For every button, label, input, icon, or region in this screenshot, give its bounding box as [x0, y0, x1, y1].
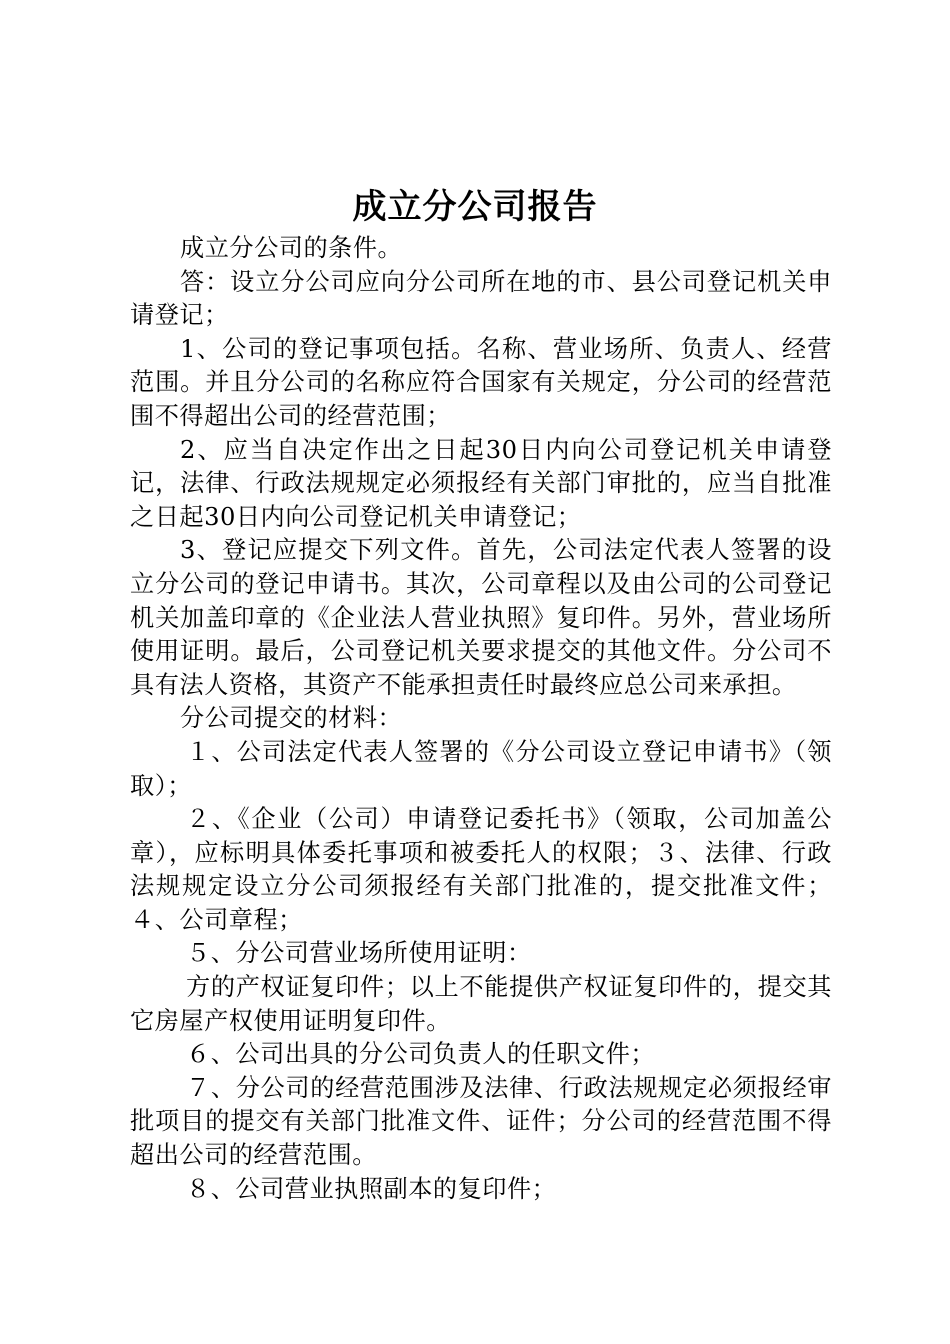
- paragraph-material-2: ２、《企业（公司）申请登记委托书》（领取，公司加盖公章），应标明具体委托事项和被委托人的权限；３、法律、行政法规规定设立分公司须报经有关部门批准的，提交批准文件；４、公司章程；: [130, 805, 832, 934]
- paragraph-materials-heading: 分公司提交的材料：: [180, 704, 403, 733]
- paragraph-item-3: 3、登记应提交下列文件。首先，公司法定代表人签署的设立分公司的登记申请书。其次，公司章程以及由公司的公司登记机关加盖印章的《企业法人营业执照》复印件。另外，营业场所使用证明。最后，公司登记机关要求提交的其他文件。分公司不具有法人资格，其资产不能承担责任时最终应总公司来承担。: [130, 536, 832, 699]
- paragraph-material-7: ７、分公司的经营范围涉及法律、行政法规规定必须报经审批项目的提交有关部门批准文件、证件；分公司的经营范围不得超出公司的经营范围。: [130, 1073, 832, 1170]
- paragraph-item-1: 1、公司的登记事项包括。名称、营业场所、负责人、经营范围。并且分公司的名称应符合国家有关规定，分公司的经营范围不得超出公司的经营范围；: [130, 334, 832, 430]
- paragraph-material-8: ８、公司营业执照副本的复印件；: [186, 1174, 557, 1203]
- paragraph-answer: 答：设立分公司应向分公司所在地的市、县公司登记机关申请登记；: [130, 267, 832, 330]
- paragraph-material-6: ６、公司出具的分公司负责人的任职文件；: [186, 1040, 656, 1069]
- paragraph-material-1: １、公司法定代表人签署的《分公司设立登记申请书》（领取）；: [130, 737, 832, 800]
- document-body: [130, 232, 832, 1206]
- document-title: 成立分公司报告: [352, 187, 598, 227]
- paragraph-property-proof: 方的产权证复印件；以上不能提供产权证复印件的，提交其它房屋产权使用证明复印件。: [130, 973, 832, 1035]
- paragraph-item-2: 2、应当自决定作出之日起30日内向公司登记机关申请登记，法律、行政法规规定必须报经有关部门审批的，应当自批准之日起30日内向公司登记机关申请登记；: [130, 435, 832, 531]
- paragraph-material-5: ５、分公司营业场所使用证明：: [186, 939, 532, 968]
- paragraph-conditions-heading: 成立分公司的条件。: [180, 234, 403, 262]
